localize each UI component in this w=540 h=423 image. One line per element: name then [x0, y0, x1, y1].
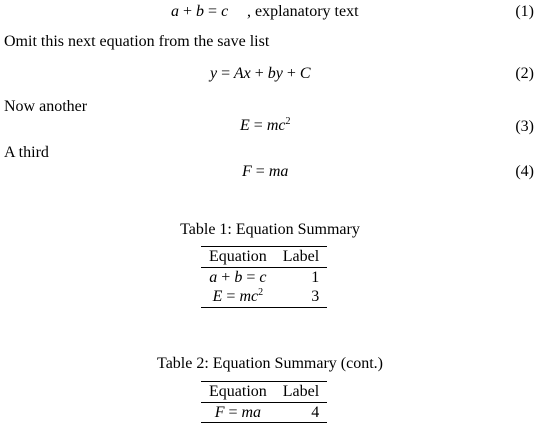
table-2-cell-label: 4 — [275, 402, 327, 423]
equation-1: a + b = c — [171, 3, 229, 20]
table-2 — [201, 381, 327, 423]
table-1-header-label: Label — [275, 247, 327, 268]
table-1-header-equation: Equation — [201, 247, 275, 268]
table-1-cell-label: 1 — [311, 268, 320, 286]
equation-2-number: (2) — [515, 65, 534, 82]
paragraph-a-third: A third — [4, 144, 49, 161]
equation-1-annotation: , explanatory text — [247, 3, 359, 20]
table-2-header-label: Label — [275, 382, 327, 403]
equation-2: y = Ax + by + C — [210, 65, 311, 82]
table-2-cell-equation: F = ma — [201, 402, 275, 423]
table-1-cell-label: 3 — [275, 287, 327, 307]
equation-4: F = ma — [242, 163, 289, 180]
table-1-cell-equation: $E = mc^2$ — [201, 287, 275, 307]
table-1-cell-equation: a + b = c — [209, 268, 267, 286]
equation-1-number: (1) — [515, 3, 534, 20]
table-row — [201, 287, 327, 307]
table-row — [201, 402, 327, 423]
table-1-caption: Table 1: Equation Summary — [180, 221, 360, 238]
equation-3-number: (3) — [515, 118, 534, 135]
table-1 — [201, 246, 327, 308]
equation-3: $E = mc^2$ — [240, 116, 291, 134]
paragraph-omit-equation: Omit this next equation from the save list — [4, 33, 270, 50]
table-2-caption: Table 2: Equation Summary (cont.) — [157, 355, 383, 372]
table-row — [201, 267, 327, 287]
table-2-header-equation: Equation — [201, 382, 275, 403]
equation-4-number: (4) — [515, 163, 534, 180]
paragraph-now-another: Now another — [4, 98, 88, 115]
